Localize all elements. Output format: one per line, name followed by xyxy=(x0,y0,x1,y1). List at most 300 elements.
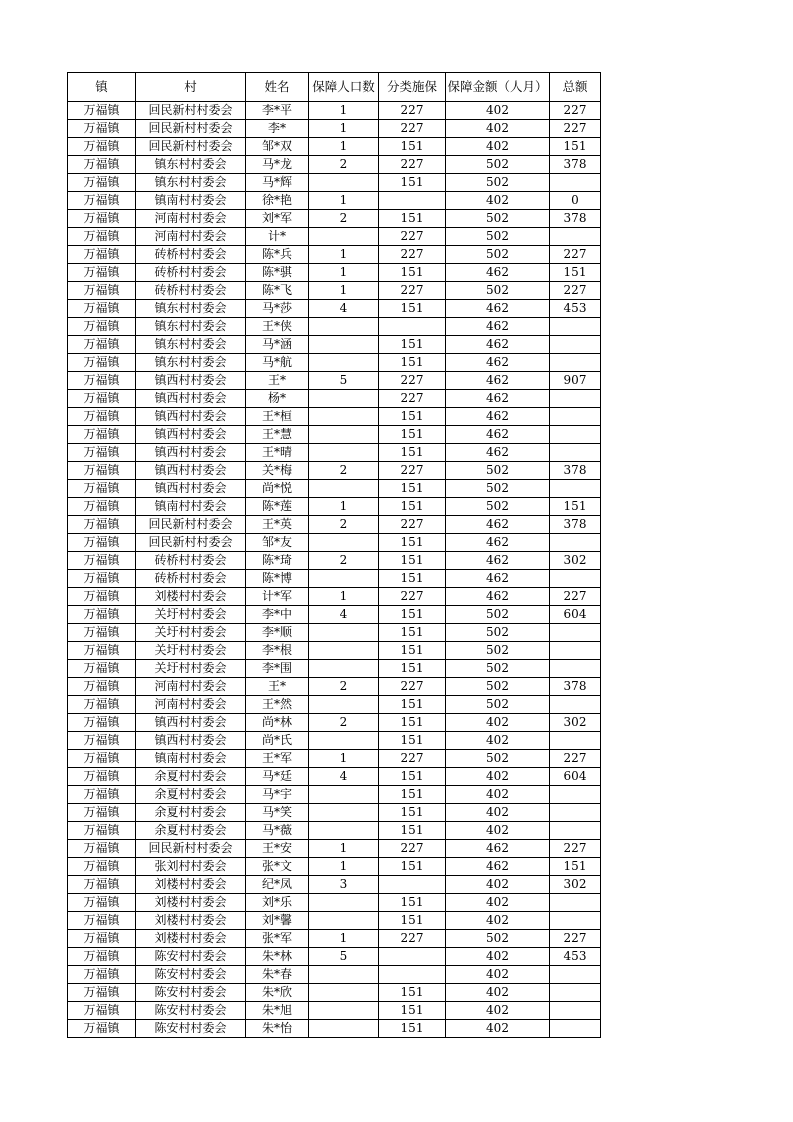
name-cell: 王*然 xyxy=(246,696,309,714)
header-row xyxy=(68,73,601,102)
name-cell: 尚*林 xyxy=(246,714,309,732)
table-row xyxy=(68,660,601,678)
amount-cell: 502 xyxy=(446,750,550,768)
village-cell: 关圩村村委会 xyxy=(136,660,246,678)
amount-cell: 402 xyxy=(446,732,550,750)
table-row xyxy=(68,588,601,606)
total-cell xyxy=(550,822,601,840)
classified-aid-cell: 151 xyxy=(379,408,446,426)
village-cell: 陈安村村委会 xyxy=(136,1002,246,1020)
name-cell: 马*龙 xyxy=(246,156,309,174)
name-cell: 纪*凤 xyxy=(246,876,309,894)
total-cell xyxy=(550,336,601,354)
population-cell: 4 xyxy=(309,300,379,318)
name-cell: 马*廷 xyxy=(246,768,309,786)
total-cell: 227 xyxy=(550,102,601,120)
total-cell xyxy=(550,390,601,408)
amount-cell: 502 xyxy=(446,210,550,228)
classified-aid-cell: 151 xyxy=(379,174,446,192)
table-row xyxy=(68,282,601,300)
table-row xyxy=(68,120,601,138)
table-row xyxy=(68,390,601,408)
classified-aid-cell: 151 xyxy=(379,732,446,750)
village-cell: 砖桥村村委会 xyxy=(136,246,246,264)
population-cell xyxy=(309,570,379,588)
classified-aid-cell: 227 xyxy=(379,462,446,480)
amount-cell: 462 xyxy=(446,588,550,606)
population-cell xyxy=(309,228,379,246)
table-row xyxy=(68,984,601,1002)
amount-cell: 402 xyxy=(446,1002,550,1020)
name-cell: 陈*兵 xyxy=(246,246,309,264)
total-cell xyxy=(550,534,601,552)
total-cell xyxy=(550,804,601,822)
village-cell: 镇西村村委会 xyxy=(136,444,246,462)
classified-aid-cell: 227 xyxy=(379,930,446,948)
amount-cell: 502 xyxy=(446,660,550,678)
table-row xyxy=(68,822,601,840)
total-cell: 227 xyxy=(550,750,601,768)
population-cell xyxy=(309,660,379,678)
total-cell xyxy=(550,696,601,714)
amount-cell: 502 xyxy=(446,174,550,192)
population-cell: 2 xyxy=(309,156,379,174)
total-cell: 604 xyxy=(550,768,601,786)
village-cell: 镇东村村委会 xyxy=(136,318,246,336)
table-row xyxy=(68,1002,601,1020)
classified-aid-cell: 151 xyxy=(379,570,446,588)
amount-cell: 402 xyxy=(446,714,550,732)
table-row xyxy=(68,210,601,228)
amount-cell: 462 xyxy=(446,516,550,534)
town-cell: 万福镇 xyxy=(68,606,136,624)
classified-aid-cell xyxy=(379,966,446,984)
name-cell: 刘*乐 xyxy=(246,894,309,912)
population-cell xyxy=(309,480,379,498)
population-cell xyxy=(309,354,379,372)
classified-aid-cell: 227 xyxy=(379,516,446,534)
total-cell: 227 xyxy=(550,120,601,138)
amount-cell: 402 xyxy=(446,822,550,840)
total-cell xyxy=(550,660,601,678)
population-cell: 2 xyxy=(309,678,379,696)
town-cell: 万福镇 xyxy=(68,840,136,858)
classified-aid-cell: 151 xyxy=(379,552,446,570)
town-cell: 万福镇 xyxy=(68,804,136,822)
town-cell: 万福镇 xyxy=(68,246,136,264)
town-cell: 万福镇 xyxy=(68,444,136,462)
population-cell xyxy=(309,786,379,804)
town-cell: 万福镇 xyxy=(68,642,136,660)
table-row xyxy=(68,534,601,552)
classified-aid-cell xyxy=(379,876,446,894)
amount-cell: 402 xyxy=(446,192,550,210)
village-cell: 陈安村村委会 xyxy=(136,1020,246,1038)
total-cell: 604 xyxy=(550,606,601,624)
amount-cell: 402 xyxy=(446,768,550,786)
total-cell xyxy=(550,570,601,588)
town-cell: 万福镇 xyxy=(68,588,136,606)
town-cell: 万福镇 xyxy=(68,228,136,246)
classified-aid-cell: 151 xyxy=(379,300,446,318)
total-cell xyxy=(550,318,601,336)
header-amount: 保障金额（人月） xyxy=(446,73,550,102)
amount-cell: 402 xyxy=(446,102,550,120)
town-cell: 万福镇 xyxy=(68,894,136,912)
classified-aid-cell: 151 xyxy=(379,354,446,372)
table-row xyxy=(68,426,601,444)
population-cell: 4 xyxy=(309,606,379,624)
name-cell: 朱*怡 xyxy=(246,1020,309,1038)
population-cell xyxy=(309,642,379,660)
name-cell: 张*军 xyxy=(246,930,309,948)
total-cell xyxy=(550,228,601,246)
amount-cell: 462 xyxy=(446,552,550,570)
town-cell: 万福镇 xyxy=(68,372,136,390)
population-cell xyxy=(309,912,379,930)
name-cell: 陈*莲 xyxy=(246,498,309,516)
village-cell: 镇东村村委会 xyxy=(136,336,246,354)
population-cell: 1 xyxy=(309,840,379,858)
amount-cell: 502 xyxy=(446,246,550,264)
amount-cell: 402 xyxy=(446,894,550,912)
population-cell xyxy=(309,318,379,336)
population-cell: 5 xyxy=(309,372,379,390)
total-cell xyxy=(550,732,601,750)
table-row xyxy=(68,408,601,426)
population-cell xyxy=(309,534,379,552)
table-header xyxy=(68,73,601,102)
population-cell: 1 xyxy=(309,930,379,948)
name-cell: 马*莎 xyxy=(246,300,309,318)
total-cell: 151 xyxy=(550,264,601,282)
amount-cell: 502 xyxy=(446,606,550,624)
table-row xyxy=(68,696,601,714)
table-row xyxy=(68,498,601,516)
name-cell: 马*航 xyxy=(246,354,309,372)
name-cell: 邹*友 xyxy=(246,534,309,552)
town-cell: 万福镇 xyxy=(68,264,136,282)
name-cell: 尚*氏 xyxy=(246,732,309,750)
town-cell: 万福镇 xyxy=(68,210,136,228)
total-cell: 227 xyxy=(550,588,601,606)
name-cell: 陈*博 xyxy=(246,570,309,588)
population-cell: 2 xyxy=(309,714,379,732)
name-cell: 刘*军 xyxy=(246,210,309,228)
table-row xyxy=(68,714,601,732)
classified-aid-cell: 227 xyxy=(379,840,446,858)
total-cell: 378 xyxy=(550,210,601,228)
name-cell: 李*顺 xyxy=(246,624,309,642)
header-classified-aid: 分类施保 xyxy=(379,73,446,102)
village-cell: 镇东村村委会 xyxy=(136,174,246,192)
classified-aid-cell: 227 xyxy=(379,372,446,390)
town-cell: 万福镇 xyxy=(68,336,136,354)
name-cell: 马*笑 xyxy=(246,804,309,822)
classified-aid-cell: 227 xyxy=(379,588,446,606)
total-cell: 227 xyxy=(550,282,601,300)
name-cell: 王*侠 xyxy=(246,318,309,336)
village-cell: 镇西村村委会 xyxy=(136,426,246,444)
table-row xyxy=(68,750,601,768)
amount-cell: 502 xyxy=(446,462,550,480)
amount-cell: 502 xyxy=(446,498,550,516)
table-row xyxy=(68,444,601,462)
table-row xyxy=(68,102,601,120)
amount-cell: 402 xyxy=(446,984,550,1002)
town-cell: 万福镇 xyxy=(68,282,136,300)
village-cell: 镇南村村委会 xyxy=(136,750,246,768)
amount-cell: 402 xyxy=(446,912,550,930)
town-cell: 万福镇 xyxy=(68,534,136,552)
population-cell: 1 xyxy=(309,588,379,606)
population-cell: 1 xyxy=(309,282,379,300)
population-cell xyxy=(309,1002,379,1020)
amount-cell: 402 xyxy=(446,1020,550,1038)
population-cell xyxy=(309,444,379,462)
total-cell xyxy=(550,1002,601,1020)
population-cell: 3 xyxy=(309,876,379,894)
village-cell: 回民新村村委会 xyxy=(136,516,246,534)
name-cell: 邹*双 xyxy=(246,138,309,156)
town-cell: 万福镇 xyxy=(68,714,136,732)
classified-aid-cell: 151 xyxy=(379,426,446,444)
name-cell: 王*慧 xyxy=(246,426,309,444)
total-cell: 453 xyxy=(550,300,601,318)
population-cell: 5 xyxy=(309,948,379,966)
table-row xyxy=(68,516,601,534)
population-cell xyxy=(309,822,379,840)
classified-aid-cell: 151 xyxy=(379,480,446,498)
table-row xyxy=(68,912,601,930)
total-cell xyxy=(550,174,601,192)
name-cell: 王* xyxy=(246,678,309,696)
total-cell: 453 xyxy=(550,948,601,966)
amount-cell: 462 xyxy=(446,390,550,408)
town-cell: 万福镇 xyxy=(68,192,136,210)
town-cell: 万福镇 xyxy=(68,1020,136,1038)
town-cell: 万福镇 xyxy=(68,750,136,768)
town-cell: 万福镇 xyxy=(68,318,136,336)
table-row xyxy=(68,642,601,660)
name-cell: 计*军 xyxy=(246,588,309,606)
total-cell xyxy=(550,624,601,642)
total-cell: 151 xyxy=(550,858,601,876)
amount-cell: 462 xyxy=(446,372,550,390)
amount-cell: 502 xyxy=(446,642,550,660)
classified-aid-cell: 227 xyxy=(379,120,446,138)
town-cell: 万福镇 xyxy=(68,732,136,750)
classified-aid-cell xyxy=(379,318,446,336)
total-cell xyxy=(550,894,601,912)
classified-aid-cell: 227 xyxy=(379,678,446,696)
name-cell: 计* xyxy=(246,228,309,246)
table-row xyxy=(68,858,601,876)
total-cell xyxy=(550,642,601,660)
town-cell: 万福镇 xyxy=(68,660,136,678)
name-cell: 李*中 xyxy=(246,606,309,624)
amount-cell: 462 xyxy=(446,534,550,552)
village-cell: 河南村村委会 xyxy=(136,210,246,228)
village-cell: 刘楼村村委会 xyxy=(136,894,246,912)
table-row xyxy=(68,336,601,354)
total-cell xyxy=(550,480,601,498)
name-cell: 王*桓 xyxy=(246,408,309,426)
classified-aid-cell: 151 xyxy=(379,642,446,660)
village-cell: 镇东村村委会 xyxy=(136,354,246,372)
population-cell xyxy=(309,804,379,822)
total-cell: 378 xyxy=(550,156,601,174)
classified-aid-cell: 227 xyxy=(379,228,446,246)
town-cell: 万福镇 xyxy=(68,786,136,804)
table-row xyxy=(68,462,601,480)
town-cell: 万福镇 xyxy=(68,120,136,138)
village-cell: 余夏村村委会 xyxy=(136,786,246,804)
village-cell: 镇西村村委会 xyxy=(136,732,246,750)
town-cell: 万福镇 xyxy=(68,1002,136,1020)
town-cell: 万福镇 xyxy=(68,102,136,120)
village-cell: 陈安村村委会 xyxy=(136,984,246,1002)
total-cell xyxy=(550,408,601,426)
name-cell: 杨* xyxy=(246,390,309,408)
population-cell xyxy=(309,894,379,912)
total-cell: 227 xyxy=(550,840,601,858)
population-cell: 1 xyxy=(309,102,379,120)
amount-cell: 402 xyxy=(446,876,550,894)
table-row xyxy=(68,318,601,336)
name-cell: 马*辉 xyxy=(246,174,309,192)
village-cell: 镇西村村委会 xyxy=(136,408,246,426)
population-cell: 1 xyxy=(309,750,379,768)
town-cell: 万福镇 xyxy=(68,462,136,480)
village-cell: 关圩村村委会 xyxy=(136,642,246,660)
classified-aid-cell: 151 xyxy=(379,804,446,822)
village-cell: 镇西村村委会 xyxy=(136,480,246,498)
amount-cell: 402 xyxy=(446,966,550,984)
classified-aid-cell: 227 xyxy=(379,750,446,768)
name-cell: 朱*春 xyxy=(246,966,309,984)
amount-cell: 462 xyxy=(446,354,550,372)
classified-aid-cell: 151 xyxy=(379,786,446,804)
population-cell xyxy=(309,174,379,192)
amount-cell: 462 xyxy=(446,264,550,282)
amount-cell: 462 xyxy=(446,570,550,588)
population-cell: 1 xyxy=(309,264,379,282)
population-cell: 1 xyxy=(309,246,379,264)
village-cell: 刘楼村村委会 xyxy=(136,588,246,606)
village-cell: 陈安村村委会 xyxy=(136,966,246,984)
population-cell: 2 xyxy=(309,552,379,570)
village-cell: 镇西村村委会 xyxy=(136,372,246,390)
town-cell: 万福镇 xyxy=(68,966,136,984)
village-cell: 关圩村村委会 xyxy=(136,624,246,642)
table-body xyxy=(68,102,601,1038)
population-cell xyxy=(309,966,379,984)
village-cell: 陈安村村委会 xyxy=(136,948,246,966)
name-cell: 马*薇 xyxy=(246,822,309,840)
amount-cell: 462 xyxy=(446,840,550,858)
village-cell: 砖桥村村委会 xyxy=(136,552,246,570)
population-cell xyxy=(309,408,379,426)
amount-cell: 502 xyxy=(446,480,550,498)
subsidy-table xyxy=(67,72,601,1038)
village-cell: 镇西村村委会 xyxy=(136,390,246,408)
amount-cell: 402 xyxy=(446,948,550,966)
village-cell: 河南村村委会 xyxy=(136,696,246,714)
amount-cell: 402 xyxy=(446,804,550,822)
total-cell xyxy=(550,786,601,804)
amount-cell: 462 xyxy=(446,858,550,876)
population-cell: 4 xyxy=(309,768,379,786)
amount-cell: 462 xyxy=(446,444,550,462)
name-cell: 陈*琦 xyxy=(246,552,309,570)
classified-aid-cell: 151 xyxy=(379,444,446,462)
classified-aid-cell: 151 xyxy=(379,660,446,678)
town-cell: 万福镇 xyxy=(68,858,136,876)
village-cell: 回民新村村委会 xyxy=(136,840,246,858)
town-cell: 万福镇 xyxy=(68,930,136,948)
village-cell: 余夏村村委会 xyxy=(136,822,246,840)
population-cell xyxy=(309,732,379,750)
amount-cell: 402 xyxy=(446,138,550,156)
name-cell: 李*根 xyxy=(246,642,309,660)
table-row xyxy=(68,480,601,498)
table-row xyxy=(68,228,601,246)
name-cell: 王*英 xyxy=(246,516,309,534)
name-cell: 关*梅 xyxy=(246,462,309,480)
header-town: 镇 xyxy=(68,73,136,102)
table-row xyxy=(68,1020,601,1038)
town-cell: 万福镇 xyxy=(68,570,136,588)
town-cell: 万福镇 xyxy=(68,768,136,786)
total-cell xyxy=(550,966,601,984)
classified-aid-cell: 227 xyxy=(379,246,446,264)
amount-cell: 502 xyxy=(446,156,550,174)
total-cell: 378 xyxy=(550,516,601,534)
total-cell xyxy=(550,1020,601,1038)
header-village: 村 xyxy=(136,73,246,102)
amount-cell: 502 xyxy=(446,678,550,696)
classified-aid-cell: 151 xyxy=(379,606,446,624)
town-cell: 万福镇 xyxy=(68,876,136,894)
amount-cell: 462 xyxy=(446,408,550,426)
total-cell: 378 xyxy=(550,462,601,480)
total-cell xyxy=(550,984,601,1002)
town-cell: 万福镇 xyxy=(68,300,136,318)
table-row xyxy=(68,300,601,318)
table-row xyxy=(68,966,601,984)
table-row xyxy=(68,930,601,948)
classified-aid-cell: 151 xyxy=(379,858,446,876)
classified-aid-cell: 151 xyxy=(379,624,446,642)
table-row xyxy=(68,156,601,174)
name-cell: 朱*欣 xyxy=(246,984,309,1002)
name-cell: 朱*旭 xyxy=(246,1002,309,1020)
classified-aid-cell: 151 xyxy=(379,984,446,1002)
classified-aid-cell: 151 xyxy=(379,210,446,228)
table-row xyxy=(68,372,601,390)
town-cell: 万福镇 xyxy=(68,624,136,642)
table-row xyxy=(68,948,601,966)
classified-aid-cell xyxy=(379,948,446,966)
town-cell: 万福镇 xyxy=(68,156,136,174)
table-row xyxy=(68,570,601,588)
table-row xyxy=(68,138,601,156)
population-cell xyxy=(309,426,379,444)
classified-aid-cell: 151 xyxy=(379,264,446,282)
table-row xyxy=(68,894,601,912)
name-cell: 陈*骐 xyxy=(246,264,309,282)
